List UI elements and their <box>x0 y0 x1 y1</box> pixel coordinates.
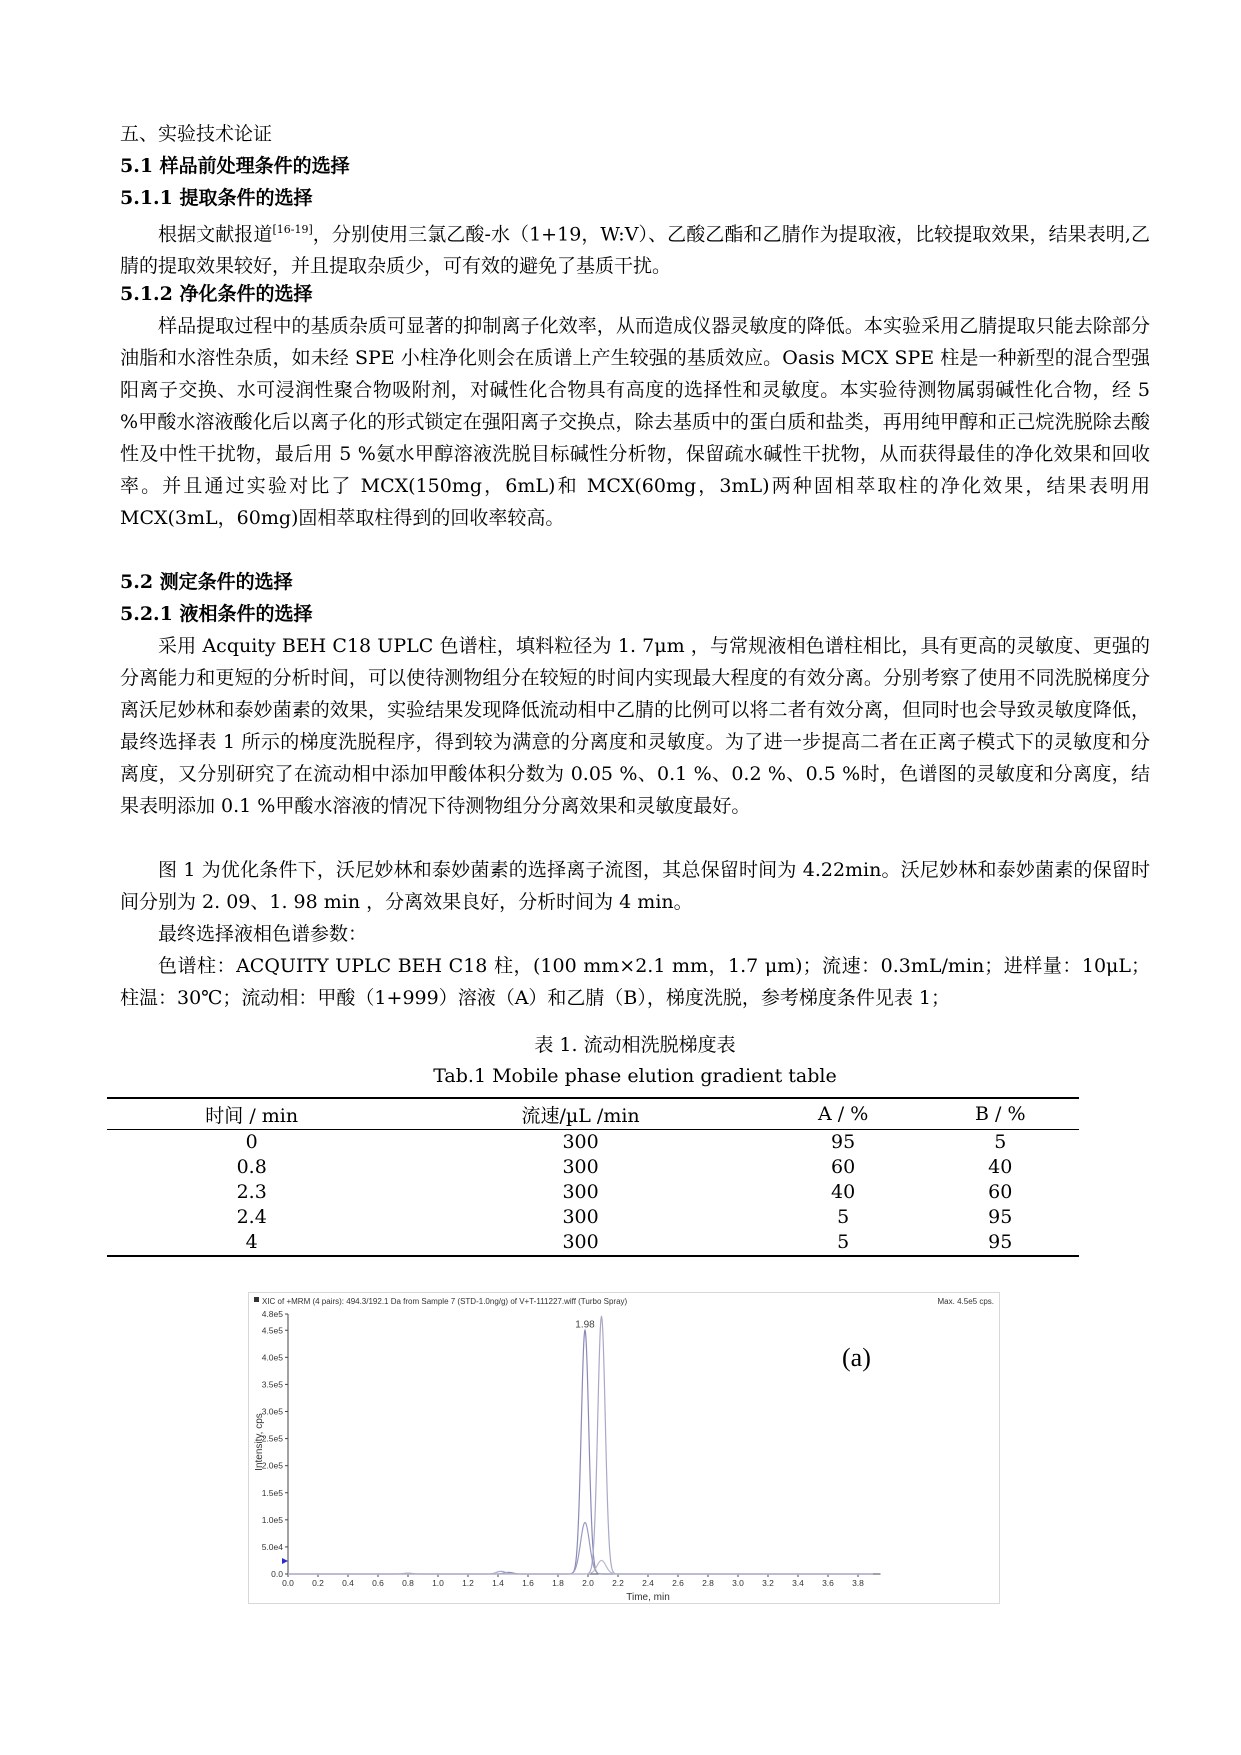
table-cell: 0 <box>245 1131 258 1153</box>
x-tick-label: 3.4 <box>792 1578 804 1588</box>
table-caption-en: Tab.1 Mobile phase elution gradient table <box>433 1065 837 1087</box>
chart-max-label: Max. 4.5e5 cps. <box>937 1297 994 1306</box>
table-cell: 300 <box>396 1230 764 1256</box>
citation-ref: [16-19] <box>272 223 313 236</box>
section-5-1-title: 5.1 样品前处理条件的选择 <box>120 155 350 177</box>
section-5-1-2-title: 5.1.2 净化条件的选择 <box>120 283 313 305</box>
table-cell: 95 <box>831 1131 856 1153</box>
table-cell: 95 <box>988 1206 1013 1228</box>
table-row <box>107 1130 1079 1156</box>
x-tick-label: 1.4 <box>492 1578 504 1588</box>
section-5-title: 五、实验技术论证 <box>120 123 273 145</box>
x-tick-label: 1.8 <box>552 1578 564 1588</box>
table-header-cell: B / % <box>922 1098 1079 1130</box>
y-tick-label: 2.0e5 <box>261 1460 283 1471</box>
legend-swatch-icon <box>254 1297 259 1302</box>
section-5-2-title: 5.2 测定条件的选择 <box>120 571 293 593</box>
table-header-cell: A / % <box>765 1098 922 1130</box>
x-tick-label: 3.8 <box>852 1578 864 1588</box>
x-axis-label: Time, min <box>626 1592 670 1603</box>
y-tick-label: 4.5e5 <box>261 1325 283 1336</box>
x-tick-label: 1.2 <box>462 1578 474 1588</box>
paragraph-extraction <box>120 214 1150 282</box>
x-tick-label: 0.2 <box>312 1578 324 1588</box>
table-header-cell: 流速/µL /min <box>396 1098 764 1130</box>
x-tick-label: 2.6 <box>672 1578 684 1588</box>
paragraph-lc-params: 色谱柱：ACQUITY UPLC BEH C18 柱，(100 mm×2.1 mm，1.7 μm)；流速：0.3mL/min；进样量：10μL；柱温：30℃；流动相：甲酸（1+999）溶液（A）和乙腈（B），梯度洗脱，参考梯度条件见表 1； <box>120 955 1150 1009</box>
y-axis-label: Intensity, cps <box>254 1413 265 1471</box>
table-cell: 2.3 <box>236 1181 267 1203</box>
table-cell: 300 <box>562 1131 599 1153</box>
paragraph-text: 根据文献报道 <box>158 223 273 246</box>
peak-label: 1.98 <box>575 1319 595 1331</box>
y-tick-label: 1.5e5 <box>261 1487 283 1498</box>
chromatogram-chart <box>248 1292 1000 1604</box>
paragraph-lc-params-intro: 最终选择液相色谱参数： <box>158 923 368 945</box>
table-caption-cn: 表 1. 流动相洗脱梯度表 <box>534 1034 736 1056</box>
x-tick-label: 3.0 <box>732 1578 744 1588</box>
y-tick-label: 1.0e5 <box>261 1514 283 1525</box>
table-row <box>107 1155 1079 1180</box>
y-tick-label: 3.0e5 <box>261 1406 283 1417</box>
chart-header: XIC of +MRM (4 pairs): 494.3/192.1 Da from Sample 7 (STD-1.0ng/g) of V+T-111227.wiff (Turbo Spray) <box>262 1297 628 1306</box>
table-cell: 5 <box>837 1206 850 1228</box>
table-header-row <box>107 1098 1079 1130</box>
gradient-table <box>107 1097 1079 1257</box>
y-tick-label: 4.0e5 <box>261 1352 283 1363</box>
x-tick-label: 0.8 <box>402 1578 414 1588</box>
x-tick-label: 0.6 <box>372 1578 384 1588</box>
table-cell: 60 <box>831 1156 856 1178</box>
table-cell: 5 <box>994 1131 1007 1153</box>
x-tick-label: 2.8 <box>702 1578 714 1588</box>
x-tick-label: 3.6 <box>822 1578 834 1588</box>
table-row <box>107 1180 1079 1205</box>
table-cell: 5 <box>765 1230 922 1256</box>
table-cell: 2.4 <box>236 1206 267 1228</box>
paragraph-text: ，分别使用三氯乙酸-水（1+19，W:V）、乙酸乙酯和乙腈作为提取液，比较提取效果，结果表明,乙腈的提取效果较好，并且提取杂质少，可有效的避免了基质干扰。 <box>120 223 1150 278</box>
section-5-2-1-title: 5.2.1 液相条件的选择 <box>120 603 313 625</box>
section-5-1-1-title: 5.1.1 提取条件的选择 <box>120 187 313 209</box>
x-tick-label: 1.6 <box>522 1578 534 1588</box>
paragraph-purification: 样品提取过程中的基质杂质可显著的抑制离子化效率，从而造成仪器灵敏度的降低。本实验采用乙腈提取只能去除部分油脂和水溶性杂质，如未经 SPE 小柱净化则会在质谱上产生较强的基质效应。Oasis MCX SPE 柱是一种新型的混合型强阳离子交换、水可浸润性聚合物吸附剂，对碱性化合物具有高度的选择性和灵敏度。本实验待测物属弱碱性化合物，经 5 %甲酸水溶液酸化后以离子化的形式锁定在强阳离子交换点，除去基质中的蛋白质和盐类，再用纯甲醇和正己烷洗脱除去酸性及中性干扰物，最后用 5 %氨水甲醇溶液洗脱目标碱性分析物，保留疏水碱性干扰物，从而获得最佳的净化效果和回收率。并且通过实验对比了 MCX(150mg，6mL)和 MCX(60mg，3mL)两种固相萃取柱的净化效果，结果表明用 MCX(3mL，60mg)固相萃取柱得到的回收率较高。 <box>120 315 1150 529</box>
x-tick-label: 2.4 <box>642 1578 654 1588</box>
x-tick-label: 2.0 <box>582 1578 594 1588</box>
paragraph-figure-description: 图 1 为优化条件下，沃尼妙林和泰妙菌素的选择离子流图，其总保留时间为 4.22min。沃尼妙林和泰妙菌素的保留时间分别为 2. 09、1. 98 min ，分离效果良好，分析时间为 4 min。 <box>120 859 1150 913</box>
y-tick-label: 5.0e4 <box>261 1541 283 1552</box>
paragraph-lc-conditions: 采用 Acquity BEH C18 UPLC 色谱柱，填料粒径为 1. 7μm ，与常规液相色谱柱相比，具有更高的灵敏度、更强的分离能力和更短的分析时间，可以使待测物组分在较短的时间内实现最大程度的有效分离。分别考察了使用不同洗脱梯度分离沃尼妙林和泰妙菌素的效果，实验结果发现降低流动相中乙腈的比例可以将二者有效分离，但同时也会导致灵敏度降低，最终选择表 1 所示的梯度洗脱程序，得到较为满意的分离度和灵敏度。为了进一步提高二者在正离子模式下的灵敏度和分离度，又分别研究了在流动相中添加甲酸体积分数为 0.05 %、0.1 %、0.2 %、0.5 %时，色谱图的灵敏度和分离度，结果表明添加 0.1 %甲酸水溶液的情况下待测物组分分离效果和灵敏度最好。 <box>120 635 1150 817</box>
y-tick-label: 4.8e5 <box>261 1309 283 1319</box>
table-cell: 4 <box>107 1230 396 1256</box>
y-tick-label: 0.0 <box>271 1569 283 1579</box>
table-cell: 40 <box>988 1156 1013 1178</box>
table-cell: 60 <box>988 1181 1013 1203</box>
table-cell: 300 <box>562 1156 599 1178</box>
x-tick-label: 2.2 <box>612 1578 624 1588</box>
table-cell: 300 <box>562 1181 599 1203</box>
x-tick-label: 3.2 <box>762 1578 774 1588</box>
table-row <box>107 1205 1079 1230</box>
y-tick-label: 2.5e5 <box>261 1433 283 1444</box>
table-cell: 95 <box>922 1230 1079 1256</box>
x-tick-label: 0.0 <box>282 1578 294 1588</box>
table-header-cell: 时间 / min <box>107 1098 396 1130</box>
y-tick-label: 3.5e5 <box>261 1379 283 1390</box>
panel-label: (a) <box>842 1343 871 1372</box>
table-row <box>107 1230 1079 1256</box>
x-tick-label: 1.0 <box>432 1578 444 1588</box>
table-cell: 40 <box>831 1181 856 1203</box>
x-tick-label: 0.4 <box>342 1578 354 1588</box>
table-cell: 0.8 <box>236 1156 267 1178</box>
table-cell: 300 <box>562 1206 599 1228</box>
chart-frame <box>249 1293 1000 1604</box>
